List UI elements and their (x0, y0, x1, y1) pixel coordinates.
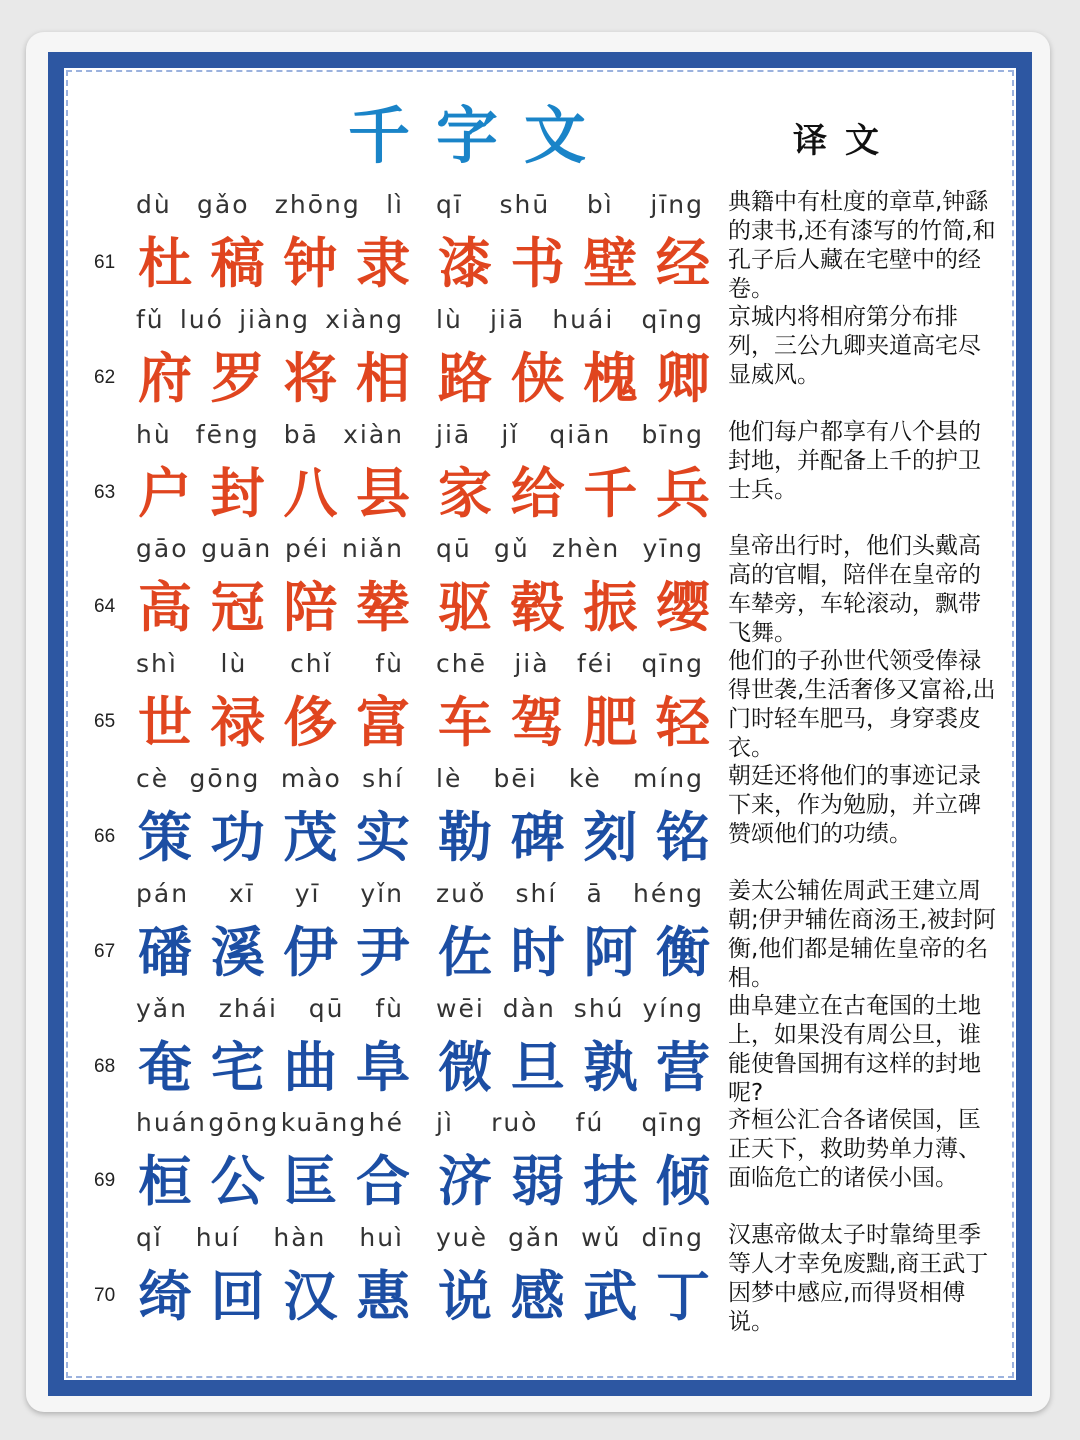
hanzi-character: 合 (355, 1149, 410, 1214)
pinyin-syllable: bēi (493, 764, 538, 793)
pinyin-syllable: yī (294, 878, 321, 908)
pinyin-syllable: dīng (641, 1223, 704, 1253)
pinyin-group-2 (436, 305, 704, 339)
hanzi-group-2 (434, 1146, 714, 1216)
hanzi-character: 阜 (355, 1034, 410, 1099)
pinyin-group-2 (436, 1108, 704, 1142)
pinyin-syllable: hàn (273, 1223, 327, 1253)
hanzi-group-2 (434, 458, 714, 528)
pinyin-syllable: qīng (641, 304, 704, 334)
hanzi-group-2 (434, 687, 714, 757)
pinyin-syllable: yǎn (136, 993, 188, 1023)
hanzi-group-1 (134, 572, 414, 642)
pinyin-group-2 (436, 764, 704, 798)
pinyin-syllable: jià (514, 649, 550, 679)
pinyin-group-2 (436, 649, 704, 683)
hanzi-character: 隶 (355, 231, 410, 295)
pinyin-syllable: jì (436, 1108, 454, 1138)
hanzi-group-2 (434, 1261, 714, 1331)
hanzi-character: 驱 (438, 575, 492, 640)
verse-row (80, 188, 1000, 303)
hanzi-group-1 (134, 917, 414, 987)
pinyin-syllable: qīng (641, 649, 704, 679)
hanzi-group-1 (134, 458, 414, 528)
pinyin-syllable: hù (136, 419, 172, 449)
hanzi-group-2 (434, 802, 714, 872)
translation-text: 齐桓公汇合各诸侯国，匡正天下，救助势单力薄、面临危亡的诸侯小国。 (728, 1107, 981, 1192)
translation-text: 姜太公辅佐周武王建立周朝;伊尹辅佐商汤王,被封阿衡,他们都是辅佐皇帝的名相。 (728, 877, 997, 991)
pinyin-group-2 (436, 420, 704, 454)
pinyin-group-1 (136, 534, 404, 568)
pinyin-syllable: gōng (189, 764, 261, 793)
pinyin-group-2 (436, 534, 704, 568)
pinyin-group-1 (136, 994, 404, 1028)
hanzi-character: 侠 (510, 345, 565, 410)
hanzi-character: 府 (138, 345, 192, 410)
pinyin-syllable: jiā (436, 419, 472, 449)
pinyin-group-1 (136, 305, 404, 339)
hanzi-character: 实 (355, 805, 410, 869)
hanzi-character: 时 (510, 919, 565, 984)
pinyin-syllable: huái (552, 304, 615, 334)
translation-text: 曲阜建立在古奄国的土地上，如果没有周公旦，谁能使鲁国拥有这样的封地呢? (728, 992, 981, 1106)
verse-number: 68 (94, 1055, 116, 1077)
hanzi-character: 说 (438, 1264, 492, 1329)
pinyin-syllable: yíng (642, 993, 704, 1023)
pinyin-syllable: gōng (208, 1108, 280, 1138)
pinyin-syllable: huì (359, 1223, 404, 1253)
hanzi-character: 孰 (583, 1034, 638, 1099)
hanzi-character: 钟 (283, 231, 338, 295)
pinyin-syllable: kè (568, 764, 602, 793)
pinyin-syllable: cè (136, 764, 170, 793)
hanzi-character: 杜 (138, 231, 192, 295)
hanzi-character: 磻 (138, 919, 192, 984)
pinyin-group-1 (136, 649, 404, 683)
pinyin-syllable: qū (308, 993, 345, 1023)
pinyin-syllable: jīng (650, 190, 704, 219)
pinyin-group-1 (136, 1223, 404, 1257)
hanzi-character: 家 (438, 460, 492, 525)
hanzi-character: 衡 (655, 919, 710, 984)
hanzi-group-1 (134, 1146, 414, 1216)
pinyin-syllable: gǎn (508, 1223, 562, 1253)
hanzi-character: 毂 (510, 575, 565, 640)
pinyin-group-2 (436, 994, 704, 1028)
pinyin-syllable: qū (436, 534, 472, 564)
pinyin-syllable: luó (179, 304, 224, 334)
pinyin-syllable: jiā (489, 304, 526, 334)
pinyin-syllable: fú (575, 1108, 605, 1138)
hanzi-group-2 (434, 1032, 714, 1102)
hanzi-group-1 (134, 1032, 414, 1102)
hanzi-group-1 (134, 687, 414, 757)
hanzi-character: 惠 (355, 1264, 410, 1329)
verse-row (80, 762, 1000, 877)
pinyin-syllable: lù (436, 304, 463, 334)
hanzi-group-1 (134, 1261, 414, 1331)
hanzi-character: 禄 (210, 690, 265, 755)
verse-row (80, 418, 1000, 533)
pinyin-syllable: jiàng (239, 304, 311, 334)
hanzi-character: 经 (655, 231, 710, 295)
translation-text: 典籍中有杜度的章草,钟繇的隶书,还有漆写的竹简,和孔子后人藏在宅壁中的经卷。 (728, 189, 996, 302)
hanzi-character: 路 (438, 345, 492, 410)
hanzi-character: 弱 (510, 1149, 565, 1214)
pinyin-syllable: gǔ (494, 534, 530, 564)
verse-number: 69 (94, 1170, 116, 1192)
translation-heading: 译文 (793, 121, 897, 161)
hanzi-character: 稿 (210, 231, 265, 295)
hanzi-character: 八 (283, 460, 338, 525)
pinyin-syllable: niǎn (342, 534, 404, 564)
hanzi-character: 冠 (210, 575, 265, 640)
hanzi-character: 营 (655, 1034, 710, 1099)
pinyin-syllable: hé (368, 1108, 404, 1138)
hanzi-character: 扶 (583, 1149, 638, 1214)
pinyin-syllable: féi (576, 649, 615, 679)
hanzi-character: 绮 (138, 1264, 192, 1329)
translation-text: 朝廷还将他们的事迹记录下来，作为勉励，并立碑赞颂他们的功绩。 (728, 763, 981, 847)
pinyin-syllable: qiān (549, 419, 612, 449)
pinyin-syllable: huí (195, 1223, 241, 1253)
hanzi-character: 相 (355, 345, 410, 410)
pinyin-syllable: shū (499, 190, 551, 219)
pinyin-syllable: fǔ (136, 304, 165, 334)
hanzi-character: 尹 (355, 919, 410, 984)
pinyin-group-1 (136, 879, 404, 913)
hanzi-group-2 (434, 572, 714, 642)
pinyin-syllable: péi (285, 534, 330, 564)
hanzi-character: 书 (510, 231, 565, 295)
hanzi-character: 漆 (438, 231, 492, 295)
verse-number: 63 (94, 481, 116, 503)
pinyin-syllable: zhōng (274, 190, 361, 219)
hanzi-character: 缨 (655, 575, 710, 640)
hanzi-character: 刻 (583, 805, 638, 869)
hanzi-character: 陪 (283, 575, 338, 640)
pinyin-syllable: zhái (218, 993, 278, 1023)
hanzi-character: 溪 (210, 919, 265, 984)
hanzi-character: 给 (510, 460, 565, 525)
hanzi-character: 倾 (655, 1149, 710, 1214)
pinyin-syllable: kuāng (280, 1108, 368, 1138)
pinyin-group-1 (136, 764, 404, 798)
pinyin-syllable: wēi (436, 993, 485, 1023)
hanzi-character: 壁 (583, 231, 638, 295)
verse-row (80, 303, 1000, 418)
hanzi-character: 桓 (138, 1149, 192, 1214)
verse-number: 62 (94, 366, 116, 388)
hanzi-character: 卿 (655, 345, 710, 410)
pinyin-syllable: huán (136, 1108, 207, 1138)
hanzi-character: 微 (438, 1034, 492, 1099)
hanzi-character: 驾 (510, 690, 565, 755)
hanzi-character: 汉 (283, 1264, 338, 1329)
pinyin-syllable: gāo (136, 534, 189, 564)
verse-row (80, 992, 1000, 1107)
pinyin-syllable: míng (632, 764, 704, 793)
pinyin-group-2 (436, 879, 704, 913)
hanzi-character: 将 (283, 345, 338, 410)
hanzi-character: 茂 (283, 805, 338, 869)
verse-number: 66 (94, 826, 116, 847)
pinyin-syllable: shì (136, 649, 178, 679)
hanzi-character: 碑 (510, 805, 565, 869)
pinyin-syllable: shí (515, 878, 558, 908)
hanzi-group-2 (434, 228, 714, 298)
hanzi-character: 奄 (138, 1034, 192, 1099)
translation-text: 汉惠帝做太子时靠绮里季等人才幸免废黜,商王武丁因梦中感应,而得贤相傅说。 (728, 1222, 989, 1336)
hanzi-character: 槐 (583, 345, 638, 410)
hanzi-character: 策 (138, 805, 192, 869)
hanzi-character: 公 (210, 1149, 265, 1214)
hanzi-character: 武 (583, 1264, 638, 1329)
pinyin-group-2 (436, 1223, 704, 1257)
translation-text: 皇帝出行时，他们头戴高高的官帽，陪伴在皇帝的车辇旁，车轮滚动，飘带飞舞。 (728, 533, 981, 647)
hanzi-character: 宅 (210, 1034, 265, 1099)
pinyin-syllable: qī (436, 190, 463, 219)
pinyin-syllable: xiàng (325, 304, 404, 334)
pinyin-syllable: bì (586, 190, 614, 219)
pinyin-syllable: wǔ (581, 1223, 622, 1253)
verse-number: 64 (94, 596, 116, 618)
hanzi-group-1 (134, 228, 414, 298)
pinyin-syllable: fù (375, 649, 404, 679)
pinyin-syllable: ā (586, 878, 604, 908)
verse-row (80, 532, 1000, 647)
verse-number: 65 (94, 711, 116, 733)
hanzi-character: 肥 (583, 690, 638, 755)
hanzi-character: 铭 (655, 805, 710, 869)
pinyin-syllable: ruò (491, 1108, 539, 1138)
hanzi-character: 阿 (583, 919, 638, 984)
hanzi-character: 罗 (210, 345, 265, 410)
hanzi-character: 勒 (438, 805, 492, 869)
pinyin-syllable: guān (201, 534, 273, 564)
verse-row (80, 1221, 1000, 1336)
pinyin-group-1 (136, 190, 404, 224)
pinyin-syllable: shí (362, 764, 404, 793)
verse-number: 70 (94, 1285, 116, 1307)
hanzi-character: 辇 (355, 575, 410, 640)
pinyin-group-1 (136, 420, 404, 454)
hanzi-character: 车 (438, 690, 492, 755)
hanzi-group-2 (434, 343, 714, 413)
verse-row (80, 1106, 1000, 1221)
hanzi-character: 县 (355, 460, 410, 525)
pinyin-syllable: qīng (641, 1108, 704, 1138)
verse-row (80, 647, 1000, 762)
pinyin-syllable: jǐ (501, 419, 520, 449)
hanzi-character: 振 (583, 575, 638, 640)
hanzi-character: 济 (438, 1149, 492, 1214)
hanzi-character: 户 (138, 460, 192, 525)
pinyin-syllable: shú (573, 993, 625, 1023)
hanzi-character: 侈 (283, 690, 338, 755)
verse-number: 61 (94, 252, 116, 273)
verse-row (80, 877, 1000, 992)
translation-text: 京城内将相府第分布排列，三公九卿夹道高宅尽显威风。 (728, 303, 981, 388)
hanzi-character: 佐 (438, 919, 492, 984)
pinyin-syllable: lè (436, 764, 463, 793)
verse-number: 67 (94, 940, 116, 962)
pinyin-syllable: bīng (641, 419, 704, 449)
hanzi-character: 曲 (283, 1034, 338, 1099)
hanzi-character: 高 (138, 575, 192, 640)
hanzi-character: 回 (210, 1264, 265, 1329)
pinyin-syllable: bā (283, 419, 319, 449)
translation-text: 他们的子孙世代领受俸禄得世袭,生活奢侈又富裕,出门时轻车肥马，身穿裘皮衣。 (728, 648, 996, 762)
pinyin-syllable: lù (220, 649, 248, 679)
pinyin-syllable: yīng (642, 534, 704, 564)
pinyin-syllable: xiàn (343, 419, 404, 449)
hanzi-character: 匡 (283, 1149, 338, 1214)
hanzi-character: 旦 (510, 1034, 565, 1099)
pinyin-syllable: yuè (436, 1223, 489, 1253)
hanzi-character: 伊 (283, 919, 338, 984)
hanzi-group-1 (134, 343, 414, 413)
pinyin-syllable: lì (386, 190, 404, 219)
pinyin-syllable: chē (436, 649, 487, 679)
pinyin-syllable: fù (375, 993, 404, 1023)
pinyin-syllable: yǐn (360, 878, 404, 908)
translation-text: 他们每户都享有八个县的封地，并配备上千的护卫士兵。 (728, 418, 981, 503)
hanzi-group-2 (434, 917, 714, 987)
hanzi-character: 封 (210, 460, 265, 525)
pinyin-syllable: zhèn (552, 534, 621, 564)
pinyin-syllable: dù (136, 190, 172, 219)
pinyin-syllable: qǐ (136, 1223, 163, 1253)
hanzi-character: 功 (210, 805, 265, 869)
hanzi-character: 世 (138, 690, 192, 755)
pinyin-syllable: xī (229, 878, 255, 908)
pinyin-syllable: pán (136, 878, 190, 908)
hanzi-group-1 (134, 802, 414, 872)
pinyin-syllable: héng (633, 878, 704, 908)
hanzi-character: 富 (355, 690, 410, 755)
pinyin-syllable: zuǒ (436, 878, 487, 908)
pinyin-group-1 (136, 1108, 404, 1142)
pinyin-syllable: fēng (195, 419, 260, 449)
hanzi-character: 轻 (655, 690, 710, 755)
pinyin-syllable: chǐ (290, 649, 333, 679)
pinyin-syllable: gǎo (197, 190, 250, 219)
pinyin-group-2 (436, 190, 704, 224)
hanzi-character: 感 (510, 1264, 565, 1329)
pinyin-syllable: mào (280, 764, 342, 793)
page-title: 千字文 (347, 99, 612, 172)
hanzi-character: 千 (583, 460, 638, 525)
hanzi-character: 丁 (655, 1264, 710, 1329)
pinyin-syllable: dàn (502, 993, 556, 1023)
hanzi-character: 兵 (655, 460, 710, 525)
